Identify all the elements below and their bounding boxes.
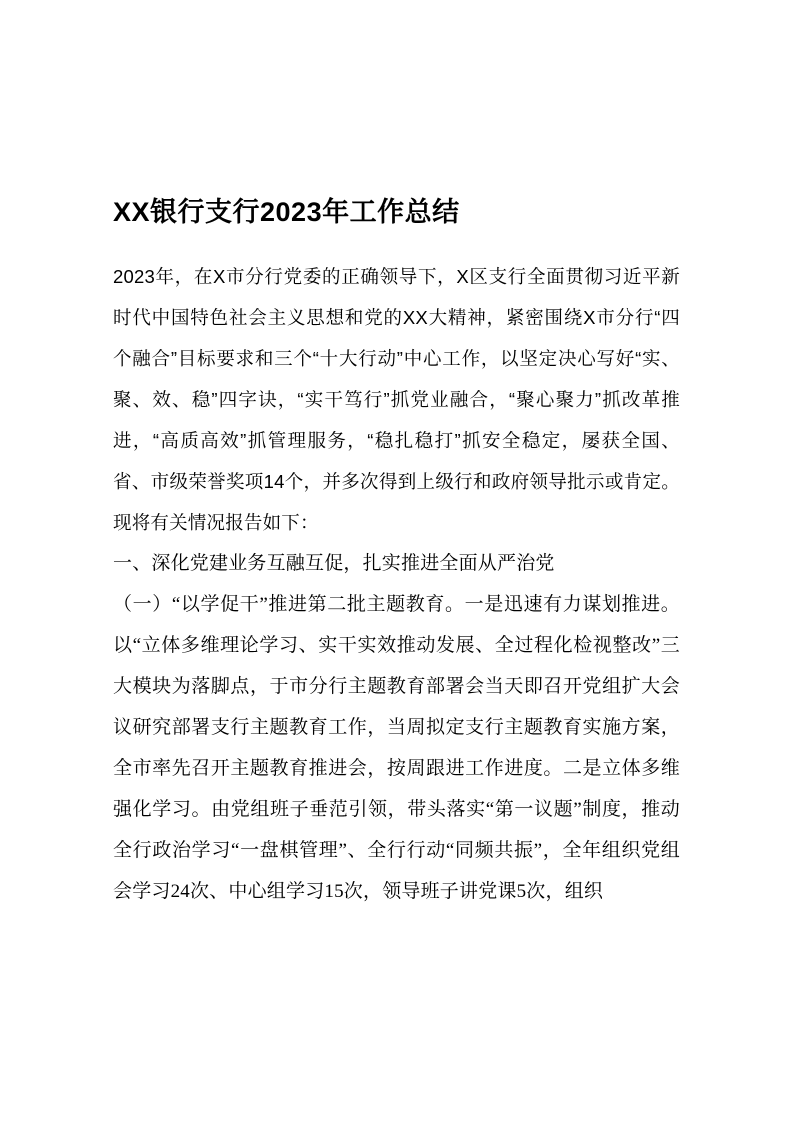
paragraph-intro: 2023年，在X市分行党委的正确领导下，X区支行全面贯彻习近平新时代中国特色社会主义思想和党的XX大精神，紧密围绕X市分行“四个融合”目标要求和三个“十大行动”中心工作，以坚定决心写好“实、聚、效、稳”四字诀，“实干笃行”抓党业融合，“聚心聚力”抓改革推进，“高质高效”抓管理服务，“稳扎稳打”抓安全稳定，屡获全国、省、市级荣誉奖项14个，并多次得到上级行和政府领导批示或肯定。现将有关情况报告如下： bbox=[113, 266, 680, 533]
paragraph-section-heading-1: 一、深化党建业务互融互促，扎实推进全面从严治党 bbox=[113, 553, 555, 574]
page-title: XX银行支行2023年工作总结 bbox=[113, 197, 460, 227]
paragraph-subsection-1-1: （一）“以学促干”推进第二批主题教育。一是迅速有力谋划推进。以“立体多维理论学习、实干实效推动发展、全过程化检视整改”三大模块为落脚点，于市分行主题教育部署会当天即召开党组扩大会议研究部署支行主题教育工作，当周拟定支行主题教育实施方案，全市率先召开主题教育推进会，按周跟进工作进度。二是立体多维强化学习。由党组班子垂范引领，带头落实“第一议题”制度，推动全行政治学习“一盘棋管理”、全行行动“同频共振”，全年组织党组会学习24次、中心组学习15次，领导班子讲党课5次，组织 bbox=[113, 594, 680, 902]
